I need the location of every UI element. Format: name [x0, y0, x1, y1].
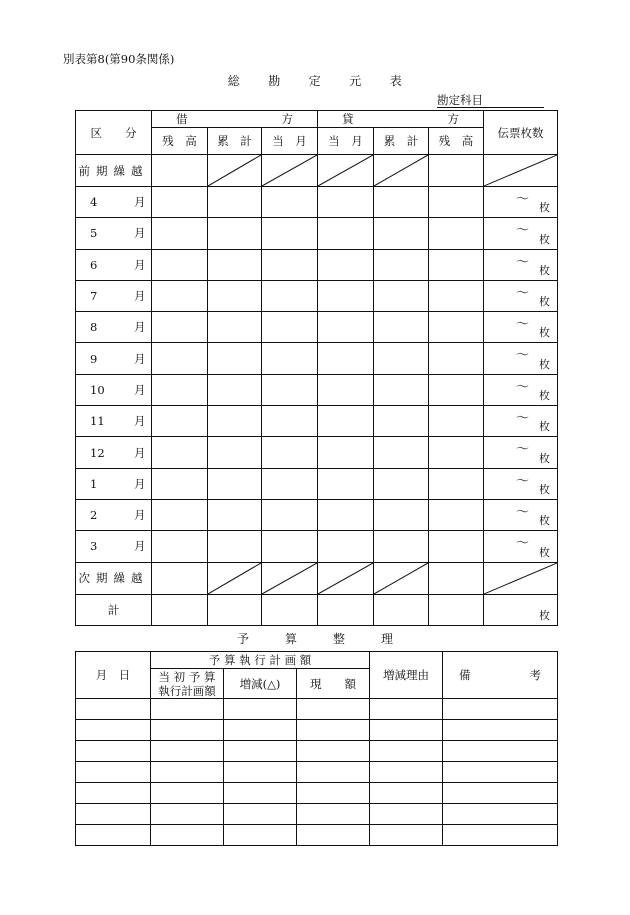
budget-cell[interactable]	[224, 804, 297, 825]
amount-cell[interactable]	[152, 531, 208, 562]
month-number: 12	[90, 445, 105, 460]
budget-cell[interactable]	[297, 783, 370, 804]
month-label	[76, 218, 152, 249]
month-unit: 月	[134, 195, 146, 210]
amount-cell[interactable]	[318, 312, 374, 343]
title-char: 勘	[268, 74, 281, 88]
initial-plan-line1: 当 初 予 算	[158, 669, 216, 684]
sheet-unit: 枚	[539, 420, 550, 434]
budget-cell[interactable]	[151, 720, 224, 741]
amount-cell[interactable]	[208, 499, 262, 530]
budget-cell[interactable]	[76, 699, 151, 720]
month-number: 2	[90, 508, 98, 523]
debit-header	[152, 111, 318, 128]
budget-cell[interactable]	[76, 741, 151, 762]
amount-cell[interactable]	[374, 218, 429, 249]
amount-cell[interactable]	[152, 562, 208, 594]
ledger-row-label: 次期繰越	[76, 562, 152, 594]
amount-cell[interactable]	[208, 312, 262, 343]
budget-cell[interactable]	[370, 762, 443, 783]
diagonal-line	[318, 563, 373, 594]
amount-cell[interactable]	[374, 437, 429, 468]
month-number: 3	[90, 539, 98, 554]
range-tilde: ～	[516, 536, 530, 552]
diagonal-slash	[262, 155, 317, 186]
diagonal-line	[262, 563, 317, 594]
amount-cell[interactable]	[152, 406, 208, 437]
amount-cell[interactable]	[208, 531, 262, 562]
amount-cell[interactable]	[152, 594, 208, 625]
ledger-row	[76, 468, 558, 499]
month-number: 5	[90, 226, 98, 241]
amount-cell[interactable]	[374, 468, 429, 499]
voucher-count-cell[interactable]	[484, 312, 558, 343]
amount-cell[interactable]	[152, 155, 208, 187]
month-label	[76, 468, 152, 499]
amount-cell[interactable]	[374, 155, 429, 187]
amount-cell[interactable]	[208, 343, 262, 374]
amount-cell[interactable]	[318, 249, 374, 280]
month-label	[76, 531, 152, 562]
diagonal-line	[374, 155, 428, 186]
month-number: 9	[90, 351, 98, 366]
range-tilde: ～	[516, 442, 530, 458]
sheet-unit: 枚	[539, 514, 550, 528]
budget-table	[75, 651, 558, 846]
diagonal-line	[208, 563, 261, 594]
account-field[interactable]	[437, 92, 544, 108]
amount-cell[interactable]	[374, 187, 429, 218]
amount-cell[interactable]	[374, 249, 429, 280]
amount-cell[interactable]	[152, 249, 208, 280]
budget-cell[interactable]	[76, 783, 151, 804]
voucher-count-cell[interactable]	[484, 406, 558, 437]
title-char: 元	[349, 74, 362, 88]
amount-cell[interactable]	[262, 531, 318, 562]
sheet-unit: 枚	[539, 232, 550, 246]
ledger-row	[76, 437, 558, 468]
budget-cell[interactable]	[224, 720, 297, 741]
ledger-row	[76, 343, 558, 374]
month-unit: 月	[134, 351, 146, 366]
month-unit: 月	[134, 414, 146, 429]
amount-cell[interactable]	[208, 437, 262, 468]
month-label	[76, 406, 152, 437]
month-label	[76, 280, 152, 311]
current-header: 現 額	[297, 669, 370, 699]
month-label	[76, 249, 152, 280]
month-unit: 月	[134, 476, 146, 491]
ledger-row	[76, 594, 558, 625]
amount-cell[interactable]	[152, 312, 208, 343]
sub-header: 累 計	[208, 128, 262, 155]
amount-cell[interactable]	[318, 406, 374, 437]
budget-cell[interactable]	[76, 804, 151, 825]
voucher-count-cell[interactable]	[484, 562, 558, 594]
amount-cell[interactable]	[208, 468, 262, 499]
ledger-row	[76, 406, 558, 437]
budget-cell[interactable]	[151, 741, 224, 762]
sub-header: 累 計	[374, 128, 429, 155]
budget-cell[interactable]	[76, 825, 151, 846]
budget-cell[interactable]	[224, 741, 297, 762]
sub-header: 残 高	[429, 128, 484, 155]
general-ledger-table	[75, 110, 558, 626]
amount-cell[interactable]	[374, 499, 429, 530]
amount-cell[interactable]	[262, 468, 318, 499]
diagonal-line	[208, 155, 261, 186]
budget-cell[interactable]	[224, 762, 297, 783]
range-tilde: ～	[516, 223, 530, 239]
amount-cell[interactable]	[262, 249, 318, 280]
change-header: 増減(△)	[224, 669, 297, 699]
voucher-count-cell[interactable]	[484, 499, 558, 530]
plan-header: 予 算 執 行 計 画 額	[151, 652, 370, 669]
month-unit: 月	[134, 320, 146, 335]
range-tilde: ～	[516, 348, 530, 364]
sheet-unit: 枚	[539, 263, 550, 277]
amount-cell[interactable]	[318, 468, 374, 499]
sub-header: 残 高	[152, 128, 208, 155]
budget-cell[interactable]	[297, 762, 370, 783]
remarks-header	[443, 652, 558, 699]
ledger-row	[76, 187, 558, 218]
sheet-unit: 枚	[539, 608, 550, 622]
voucher-count-cell[interactable]	[484, 280, 558, 311]
budget-cell[interactable]	[297, 741, 370, 762]
amount-cell[interactable]	[262, 437, 318, 468]
ledger-row	[76, 218, 558, 249]
voucher-count-cell[interactable]	[484, 218, 558, 249]
amount-cell[interactable]	[374, 594, 429, 625]
credit-right: 方	[447, 112, 459, 126]
budget-cell[interactable]	[443, 741, 558, 762]
amount-cell[interactable]	[374, 406, 429, 437]
amount-cell[interactable]	[429, 406, 484, 437]
amount-cell[interactable]	[262, 155, 318, 187]
sheet-unit: 枚	[539, 389, 550, 403]
amount-cell[interactable]	[152, 218, 208, 249]
month-unit: 月	[134, 289, 146, 304]
ledger-row-label: 計	[76, 594, 152, 625]
voucher-count-cell[interactable]	[484, 437, 558, 468]
budget-cell[interactable]	[151, 783, 224, 804]
amount-cell[interactable]	[429, 218, 484, 249]
budget-row	[76, 783, 558, 804]
amount-cell[interactable]	[208, 218, 262, 249]
amount-cell[interactable]	[429, 437, 484, 468]
amount-cell[interactable]	[374, 280, 429, 311]
remarks-left: 備	[459, 668, 471, 682]
range-tilde: ～	[516, 504, 530, 520]
amount-cell[interactable]	[152, 280, 208, 311]
month-unit: 月	[134, 382, 146, 397]
voucher-count-cell[interactable]	[484, 531, 558, 562]
title-char: 整	[333, 632, 346, 646]
amount-cell[interactable]	[262, 343, 318, 374]
budget-cell[interactable]	[370, 720, 443, 741]
amount-cell[interactable]	[262, 562, 318, 594]
form-reference: 別表第8(第90条関係)	[63, 52, 175, 66]
form-title	[0, 72, 630, 89]
diagonal-slash	[318, 563, 373, 594]
budget-cell[interactable]	[297, 699, 370, 720]
sheet-unit: 枚	[539, 545, 550, 559]
amount-cell[interactable]	[262, 187, 318, 218]
amount-cell[interactable]	[374, 343, 429, 374]
diagonal-line	[484, 563, 557, 594]
budget-cell[interactable]	[224, 699, 297, 720]
month-label	[76, 437, 152, 468]
budget-cell[interactable]	[297, 825, 370, 846]
budget-cell[interactable]	[443, 720, 558, 741]
amount-cell[interactable]	[374, 562, 429, 594]
credit-header	[318, 111, 484, 128]
account-label: 勘定科目	[437, 93, 483, 107]
budget-cell[interactable]	[151, 699, 224, 720]
budget-cell[interactable]	[297, 804, 370, 825]
amount-cell[interactable]	[318, 594, 374, 625]
voucher-count-cell[interactable]	[484, 155, 558, 187]
amount-cell[interactable]	[318, 155, 374, 187]
month-unit: 月	[134, 539, 146, 554]
voucher-count-cell[interactable]	[484, 187, 558, 218]
budget-cell[interactable]	[151, 804, 224, 825]
voucher-count-cell[interactable]	[484, 343, 558, 374]
debit-right: 方	[281, 112, 293, 126]
ledger-row	[76, 280, 558, 311]
month-number: 1	[90, 476, 98, 491]
voucher-count-cell[interactable]	[484, 374, 558, 405]
month-unit: 月	[134, 445, 146, 460]
range-tilde: ～	[516, 317, 530, 333]
amount-cell[interactable]	[318, 374, 374, 405]
date-header: 月 日	[76, 652, 151, 699]
range-tilde: ～	[516, 473, 530, 489]
amount-cell[interactable]	[318, 562, 374, 594]
budget-cell[interactable]	[297, 720, 370, 741]
sheet-unit: 枚	[539, 326, 550, 340]
title-char: 算	[284, 632, 297, 646]
title-char: 予	[236, 632, 249, 646]
sheet-unit: 枚	[539, 357, 550, 371]
amount-cell[interactable]	[208, 562, 262, 594]
budget-row	[76, 825, 558, 846]
diagonal-slash	[374, 155, 428, 186]
month-number: 4	[90, 195, 98, 210]
amount-cell[interactable]	[429, 531, 484, 562]
diagonal-slash	[374, 563, 428, 594]
budget-row	[76, 762, 558, 783]
voucher-count-cell[interactable]	[484, 468, 558, 499]
budget-cell[interactable]	[370, 783, 443, 804]
range-tilde: ～	[516, 192, 530, 207]
amount-cell[interactable]	[152, 468, 208, 499]
diagonal-line	[318, 155, 373, 186]
budget-cell[interactable]	[224, 825, 297, 846]
sub-header: 当 月	[262, 128, 318, 155]
sheet-unit: 枚	[539, 295, 550, 309]
budget-row	[76, 741, 558, 762]
reason-header: 増減理由	[370, 652, 443, 699]
amount-cell[interactable]	[429, 312, 484, 343]
budget-cell[interactable]	[76, 762, 151, 783]
month-label	[76, 187, 152, 218]
amount-cell[interactable]	[318, 499, 374, 530]
title-char: 総	[227, 74, 241, 88]
amount-cell[interactable]	[374, 531, 429, 562]
amount-cell[interactable]	[208, 406, 262, 437]
budget-row	[76, 720, 558, 741]
amount-cell[interactable]	[429, 499, 484, 530]
amount-cell[interactable]	[429, 187, 484, 218]
budget-cell[interactable]	[370, 825, 443, 846]
amount-cell[interactable]	[262, 280, 318, 311]
amount-cell[interactable]	[262, 499, 318, 530]
budget-cell[interactable]	[370, 804, 443, 825]
month-label	[76, 312, 152, 343]
sheet-unit: 枚	[539, 451, 550, 465]
amount-cell[interactable]	[374, 312, 429, 343]
amount-cell[interactable]	[152, 187, 208, 218]
budget-cell[interactable]	[443, 699, 558, 720]
amount-cell[interactable]	[318, 437, 374, 468]
amount-cell[interactable]	[318, 218, 374, 249]
month-number: 10	[90, 382, 105, 397]
ledger-row	[76, 374, 558, 405]
diagonal-line	[484, 155, 557, 186]
amount-cell[interactable]	[429, 468, 484, 499]
amount-cell[interactable]	[208, 594, 262, 625]
amount-cell[interactable]	[429, 374, 484, 405]
range-tilde: ～	[516, 411, 530, 427]
amount-cell[interactable]	[318, 280, 374, 311]
amount-cell[interactable]	[429, 280, 484, 311]
ledger-row	[76, 155, 558, 187]
diagonal-slash	[208, 563, 261, 594]
amount-cell[interactable]	[318, 187, 374, 218]
amount-cell[interactable]	[208, 249, 262, 280]
sheet-unit: 枚	[539, 201, 550, 215]
amount-cell[interactable]	[429, 562, 484, 594]
month-label	[76, 343, 152, 374]
sheet-unit: 枚	[539, 482, 550, 496]
budget-title	[0, 630, 630, 647]
budget-row	[76, 804, 558, 825]
budget-cell[interactable]	[443, 804, 558, 825]
initial-plan-header	[151, 669, 224, 699]
budget-cell[interactable]	[151, 762, 224, 783]
amount-cell[interactable]	[262, 374, 318, 405]
budget-cell[interactable]	[370, 741, 443, 762]
voucher-count-cell[interactable]	[484, 594, 558, 625]
amount-cell[interactable]	[262, 218, 318, 249]
ledger-row-label: 前期繰越	[76, 155, 152, 187]
title-char: 理	[381, 632, 394, 646]
amount-cell[interactable]	[429, 594, 484, 625]
ledger-row	[76, 312, 558, 343]
voucher-header: 伝票枚数	[484, 111, 558, 155]
debit-left: 借	[176, 112, 188, 126]
amount-cell[interactable]	[208, 374, 262, 405]
diagonal-line	[374, 563, 428, 594]
amount-cell[interactable]	[318, 531, 374, 562]
diagonal-slash	[318, 155, 373, 186]
amount-cell[interactable]	[152, 374, 208, 405]
amount-cell[interactable]	[318, 343, 374, 374]
budget-cell[interactable]	[370, 699, 443, 720]
amount-cell[interactable]	[208, 155, 262, 187]
budget-cell[interactable]	[443, 762, 558, 783]
amount-cell[interactable]	[208, 187, 262, 218]
month-number: 7	[90, 289, 98, 304]
diagonal-slash	[262, 563, 317, 594]
month-number: 8	[90, 320, 98, 335]
credit-left: 貸	[342, 112, 354, 126]
diagonal-slash	[484, 563, 557, 594]
month-unit: 月	[134, 508, 146, 523]
ledger-row	[76, 249, 558, 280]
voucher-count-cell[interactable]	[484, 249, 558, 280]
budget-cell[interactable]	[443, 783, 558, 804]
budget-cell[interactable]	[224, 783, 297, 804]
range-tilde: ～	[516, 285, 530, 301]
amount-cell[interactable]	[262, 406, 318, 437]
month-number: 11	[90, 414, 105, 429]
title-char: 定	[308, 74, 322, 88]
amount-cell[interactable]	[152, 343, 208, 374]
month-unit: 月	[134, 257, 146, 272]
amount-cell[interactable]	[374, 374, 429, 405]
budget-cell[interactable]	[151, 825, 224, 846]
month-label	[76, 499, 152, 530]
amount-cell[interactable]	[262, 594, 318, 625]
remarks-right: 考	[529, 668, 542, 682]
diagonal-line	[262, 155, 317, 186]
month-label	[76, 374, 152, 405]
amount-cell[interactable]	[262, 312, 318, 343]
diagonal-slash	[208, 155, 261, 186]
diagonal-slash	[484, 155, 557, 186]
initial-plan-line2: 執行計画額	[158, 683, 216, 698]
ledger-row	[76, 562, 558, 594]
range-tilde: ～	[516, 379, 530, 395]
ledger-row	[76, 499, 558, 530]
title-char: 表	[389, 74, 403, 88]
month-number: 6	[90, 257, 98, 272]
section-header: 区 分	[76, 111, 152, 155]
amount-cell[interactable]	[429, 155, 484, 187]
budget-row	[76, 699, 558, 720]
ledger-row	[76, 531, 558, 562]
amount-cell[interactable]	[152, 499, 208, 530]
budget-cell[interactable]	[76, 720, 151, 741]
sub-header: 当 月	[318, 128, 374, 155]
amount-cell[interactable]	[208, 280, 262, 311]
month-unit: 月	[134, 226, 146, 241]
range-tilde: ～	[516, 254, 530, 270]
amount-cell[interactable]	[429, 249, 484, 280]
amount-cell[interactable]	[152, 437, 208, 468]
amount-cell[interactable]	[429, 343, 484, 374]
budget-cell[interactable]	[443, 825, 558, 846]
